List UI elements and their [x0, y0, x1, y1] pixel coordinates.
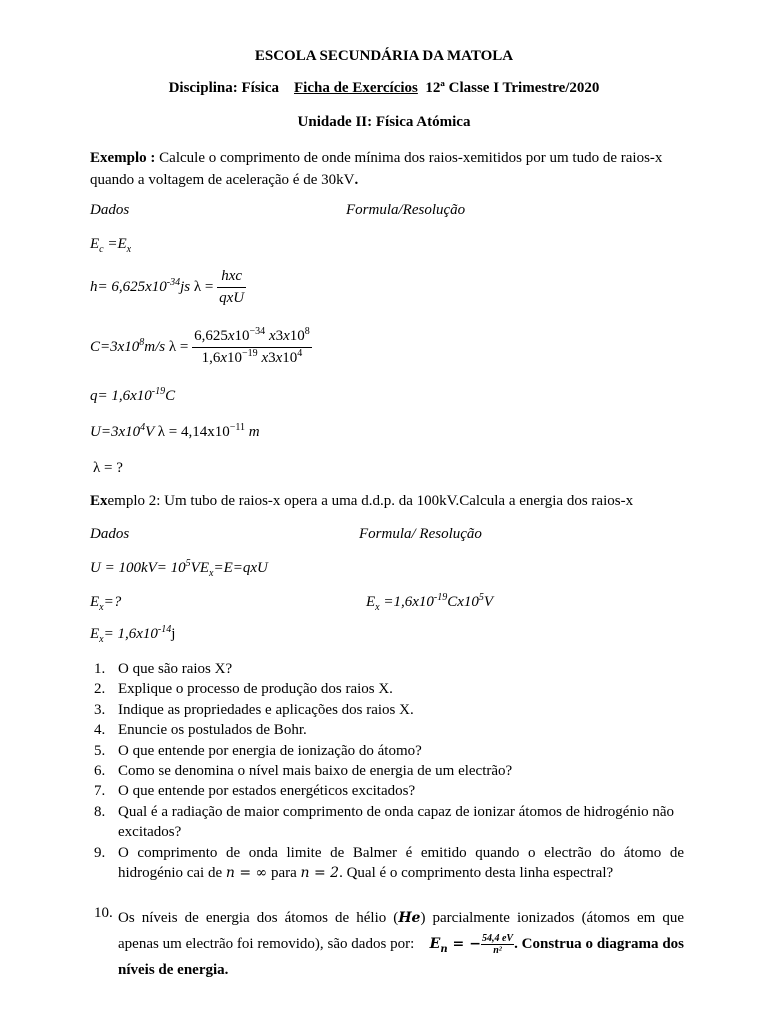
- example2-u-line: $U = 100kV= 10^5VE_x=E=qxU$: [90, 558, 268, 579]
- u-exp: 4: [140, 422, 146, 433]
- result-unit: m: [248, 424, 260, 440]
- question-number: 10.: [94, 905, 113, 921]
- ex2-result-value: = 1,6x10: [103, 626, 158, 642]
- en-sub: n: [440, 943, 448, 955]
- example1-text-line1: Calcule o comprimento de onde mínima dos raios-xemitidos por um tudo de raios-x: [155, 150, 663, 166]
- example2-ex-unknown: $E_x=$?: [90, 594, 122, 613]
- ex2-calc-exp2: 5: [478, 592, 484, 603]
- helium-symbol: He: [398, 910, 421, 926]
- example2-dados-header: Dados: [90, 526, 130, 542]
- ex2-u-exp: 5: [185, 558, 191, 569]
- u-unit: V: [145, 424, 155, 440]
- example2-ex-calc: $E_x =1,6x10^{-19}Cx10^5V$: [366, 592, 494, 613]
- energy-formula: [429, 936, 481, 955]
- h-exp: -34: [166, 276, 181, 288]
- question-number: 5.: [94, 742, 106, 759]
- example1-h-line: [90, 268, 246, 307]
- example1-u-line: [90, 424, 260, 441]
- result-exp: −11: [229, 422, 246, 433]
- school-name: ESCOLA SECUNDÁRIA DA MATOLA: [254, 48, 514, 64]
- lambda-eq-1: λ =: [193, 278, 214, 295]
- sheet-title: Ficha de Exercícios: [293, 80, 418, 96]
- q-value: q= 1,6x10: [90, 388, 152, 404]
- class-term: 12ª Classe I Trimestre/2020: [425, 80, 600, 96]
- example1-c-line: [90, 328, 312, 367]
- energy-fraction-numerator: 54,4 eV: [481, 933, 514, 945]
- unit-title: Unidade II: Física Atómica: [297, 114, 471, 130]
- example1-ec-ex: $E_c =E_x$: [90, 236, 132, 255]
- lambda-formula-fraction: [217, 268, 246, 307]
- ex2-result-unit: j: [171, 626, 176, 642]
- example1-formula-header: Formula/Resolução: [346, 202, 466, 218]
- question-number: 3.: [94, 701, 106, 718]
- c-exp: 8: [139, 336, 145, 348]
- q10-text-a: Os níveis de energia dos átomos de hélio (: [118, 910, 399, 926]
- question-text: Enuncie os postulados de Bohr.: [118, 722, 307, 739]
- question-8: [94, 802, 684, 843]
- substitution-numerator: $6,625x10^{-34}$ $x3x10^8$: [192, 328, 312, 348]
- lambda-eq-2: λ =: [168, 338, 189, 355]
- lambda-eq-3: λ =: [157, 424, 178, 440]
- lambda-substitution-fraction: [192, 328, 312, 367]
- question-text: O que entende por energia de ionização do átomo?: [118, 742, 422, 759]
- math-n-infinity: n = ∞: [225, 865, 268, 882]
- question-number: 2.: [94, 681, 106, 698]
- ex2-u-unit: V: [190, 560, 200, 576]
- ex2-calc-pre: =1,6x10: [383, 594, 434, 610]
- question-10-text: [118, 905, 684, 983]
- ex2-unknown: =?: [103, 594, 122, 610]
- question-10: [94, 905, 684, 983]
- math-n-two: n = 2: [300, 865, 340, 882]
- en-eq: = −: [447, 936, 481, 952]
- example1-statement: [90, 147, 680, 191]
- q-exp: -19: [151, 386, 166, 397]
- energy-fraction: [481, 933, 514, 956]
- h-unit: js: [180, 278, 191, 295]
- example2-formula-header: Formula/ Resolução: [359, 526, 482, 542]
- example1-dados-header: Dados: [90, 202, 130, 218]
- question-3: [94, 700, 684, 720]
- fraction-numerator: hxc: [217, 268, 246, 288]
- question-number: 4.: [94, 722, 106, 739]
- question-number: 7.: [94, 783, 106, 800]
- result-value: 4,14x10: [181, 424, 230, 440]
- fraction-denominator: qxU: [219, 290, 245, 306]
- question-number: 1.: [94, 661, 106, 677]
- example1-label: Exemplo :: [90, 150, 156, 166]
- example1-q-line: [90, 388, 175, 405]
- u-value: U=3x10: [90, 424, 141, 440]
- question-text: Explique o processo de produção dos raios X.: [118, 681, 393, 698]
- ex2-calc-exp1: -19: [433, 592, 448, 603]
- example2-ex-result: $E_x= 1,6x10^{-14}j$: [90, 624, 176, 645]
- course-line: [0, 80, 768, 97]
- example1-text-line2: quando a voltagem de aceleração é de 30kV: [90, 172, 355, 188]
- h-value: h= 6,625x10: [90, 278, 167, 295]
- question-7: [94, 781, 684, 801]
- question-1: [94, 659, 684, 679]
- q10-instruction: . Construa o diagrama dos níveis de energia.: [118, 936, 684, 978]
- substitution-denominator: $1,6x10^{-19}$ $x3x10^4$: [201, 348, 303, 366]
- q-unit: C: [165, 388, 176, 404]
- example2-text: emplo 2: Um tubo de raios-x opera a uma d.d.p. da 100kV.Calcula a energia dos raios-x: [107, 493, 634, 509]
- question-6: [94, 761, 684, 781]
- example2-label: Ex: [90, 493, 108, 509]
- ex2-calc-mid: Cx10: [447, 594, 479, 610]
- example1-period: .: [354, 172, 359, 188]
- question-text: Como se denomina o nível mais baixo de energia de um electrão?: [118, 763, 513, 780]
- question-5: [94, 741, 684, 761]
- question-text: Qual é a radiação de maior comprimento de onda capaz de ionizar átomos de hidrogénio não excitados?: [118, 803, 675, 841]
- en-label: E: [429, 936, 441, 952]
- ex2-formula: =E=qxU: [213, 560, 268, 576]
- question-9: [94, 843, 684, 884]
- questions-list: [94, 659, 684, 883]
- question-number: 8.: [94, 803, 106, 820]
- discipline: Disciplina: Física: [168, 80, 279, 96]
- question-text: para: [267, 865, 301, 882]
- ex2-calc-end: V: [483, 594, 494, 610]
- question-text: O que são raios X?: [118, 661, 233, 677]
- question-2: [94, 679, 684, 699]
- question-number: 9.: [94, 844, 106, 861]
- example1-lambda-unknown: λ = ?: [93, 460, 123, 476]
- ex2-u-value: U = 100kV= 10: [90, 560, 186, 576]
- question-text: O comprimento de onda limite de Balmer é emitido quando o electrão do átomo de hidrogénio cai de: [118, 844, 684, 882]
- question-number: 6.: [94, 763, 106, 780]
- c-unit: m/s: [144, 338, 166, 355]
- question-text: O que entende por estados energéticos excitados?: [118, 783, 416, 800]
- energy-fraction-denominator: n²: [493, 945, 502, 957]
- example2-statement: [90, 493, 633, 510]
- q10-text-b: ) parcialmente ionizados (átomos em que apenas um electrão foi removido), são dados por:: [118, 910, 684, 952]
- question-text: Indique as propriedades e aplicações dos raios X.: [118, 701, 414, 718]
- ex2-result-exp: -14: [157, 624, 172, 635]
- c-value: C=3x10: [90, 338, 140, 355]
- question-4: [94, 720, 684, 740]
- question-text: . Qual é o comprimento desta linha espectral?: [339, 865, 614, 882]
